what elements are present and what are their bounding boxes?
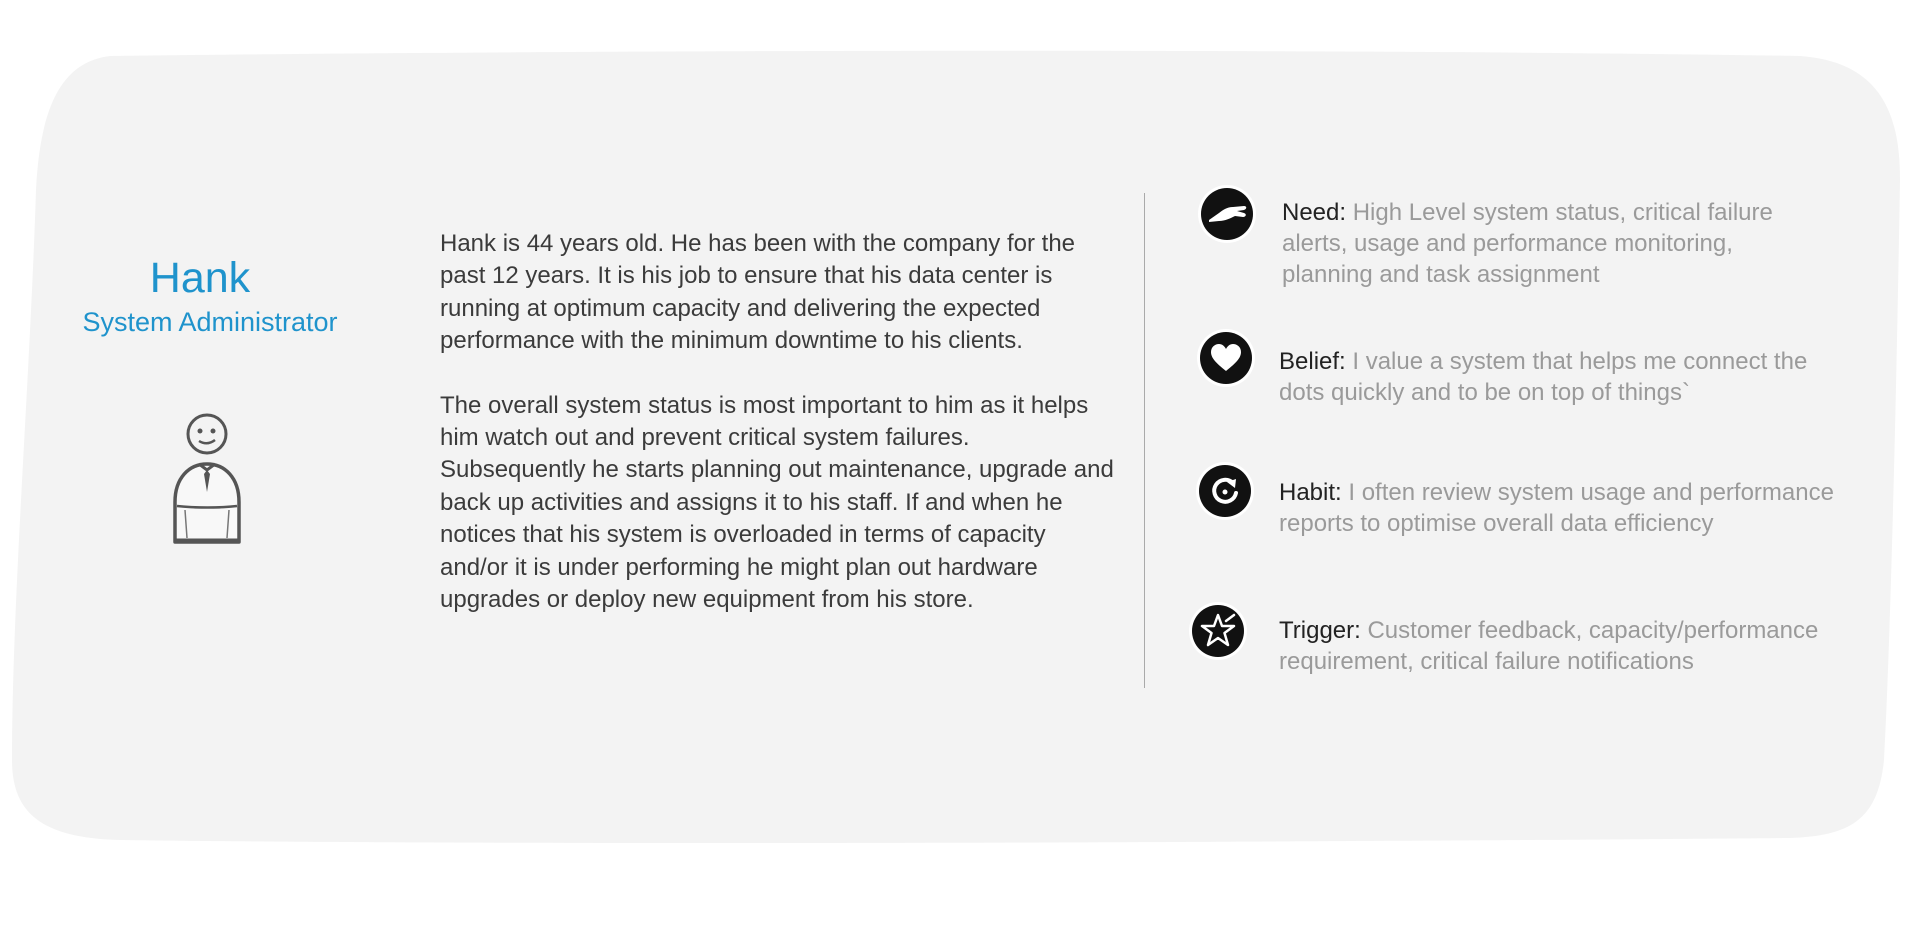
trait-habit-label: Habit: — [1279, 479, 1342, 506]
persona-name: Hank — [149, 254, 251, 302]
trait-belief — [1279, 346, 1839, 408]
heart-icon — [1196, 328, 1256, 388]
trait-trigger-label: Trigger: — [1279, 617, 1361, 644]
bio-paragraph: Hank is 44 years old. He has been with the company for the past 12 years. It is his job to ensure that his data center is running at optimum capacity and delivering the expected performance with the minimum downtime to his clients. — [440, 230, 1076, 355]
star-icon — [1188, 601, 1248, 661]
trait-habit — [1279, 477, 1839, 539]
trait-belief-text: I value a system that helps me connect the dots quickly and to be on top of things` — [1279, 348, 1808, 406]
bio-paragraph: The overall system status is most important to him as it helps him watch out and prevent critical system failures. Subsequently he starts planning out maintenance, upgrade and back up activities and assigns it to his staff. If and when he notices that his system is overloaded in terms of capacity and/or it is under performing he might plan out hardware upgrades or deploy new equipment from his store. — [440, 391, 1114, 614]
trait-trigger-text: Customer feedback, capacity/performance requirement, critical failure notifications — [1279, 617, 1819, 675]
persona-identity — [60, 252, 360, 340]
persona-bio — [440, 228, 1120, 648]
refresh-icon — [1195, 461, 1255, 521]
trait-need-label: Need: — [1282, 199, 1347, 226]
trait-belief-label: Belief: — [1279, 348, 1346, 375]
trait-habit-text: I often review system usage and performance reports to optimise overall data efficiency — [1279, 479, 1834, 537]
trait-need — [1282, 197, 1802, 290]
trait-trigger — [1279, 615, 1839, 677]
persona-avatar — [165, 410, 245, 550]
hand-icon — [1197, 184, 1257, 244]
trait-need-text: High Level system status, critical failure alerts, usage and performance monitoring, planning and task assignment — [1282, 199, 1773, 288]
persona-role: System Administrator — [82, 307, 338, 337]
section-divider — [1144, 193, 1145, 688]
